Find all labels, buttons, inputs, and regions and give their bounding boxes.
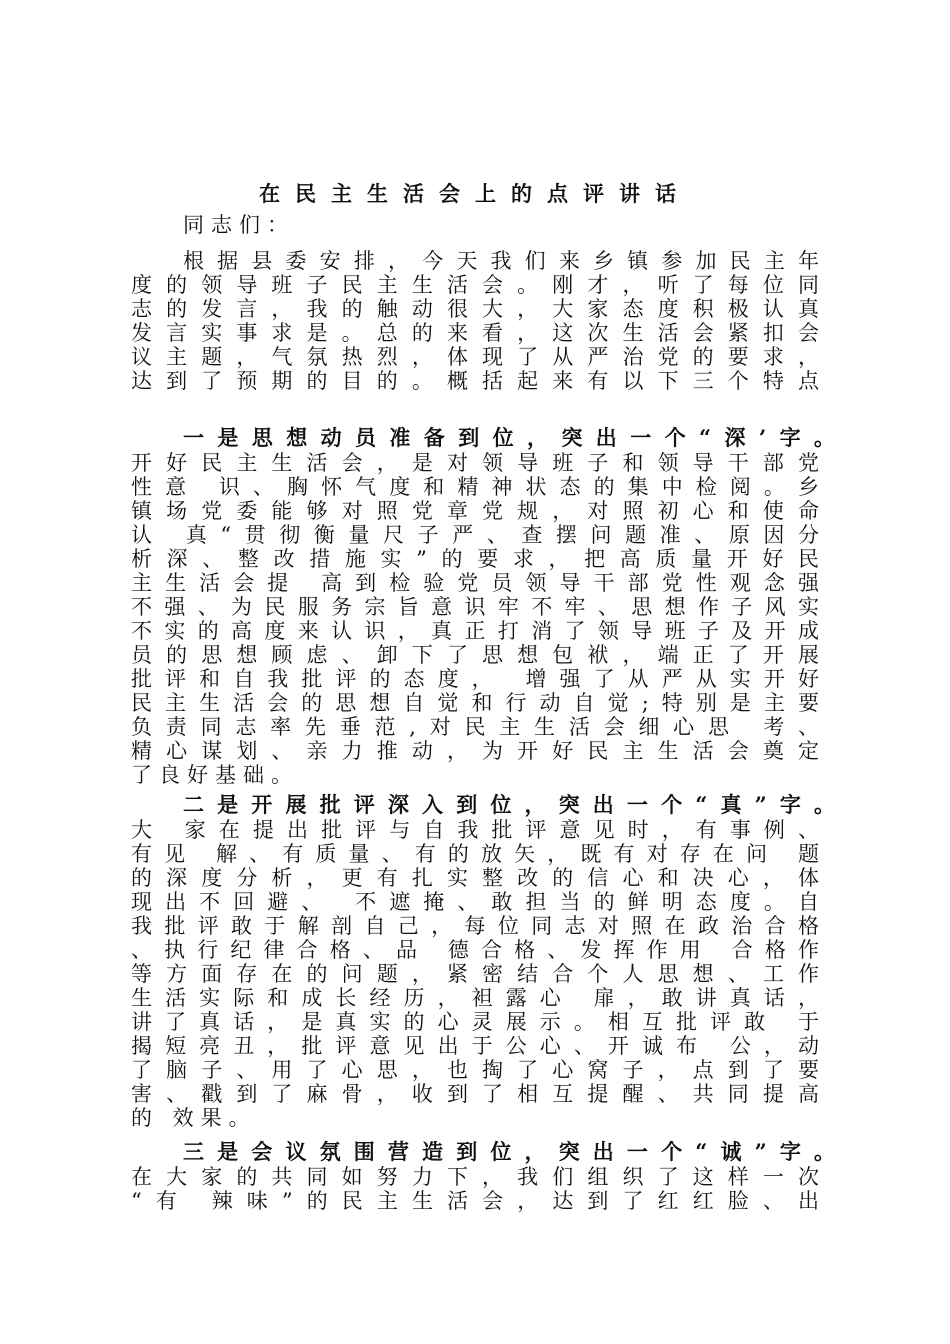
text-line: 志的发言，我的触动很大，大家态度积极认真 xyxy=(131,297,819,321)
text-line: 的 效果。 xyxy=(131,1106,257,1130)
text-line: 现出不回避、 不遮掩、敢担当的鲜明态度。自 xyxy=(131,890,819,914)
text-line: 不强、为民服务宗旨意识牢不牢、思想作子风实 xyxy=(131,595,819,619)
text-line: 认 真“贯彻衡量尺子严、查摆问题准、原因分 xyxy=(131,523,819,547)
text-line: 根据县委安排，今天我们来乡镇参加民主年 xyxy=(183,249,819,273)
text-line: 了良好基础。 xyxy=(131,763,299,787)
text-line: 等方面存在的问题，紧密结合个人思想、工作 xyxy=(131,962,819,986)
text-line: 负责同志率先垂范,对民主生活会细心思 考、 xyxy=(131,715,819,739)
text-line: 讲了真话，是真实的心灵展示。相互批评敢 于 xyxy=(131,1010,819,1034)
text-line: 我批评敢于解剖自己，每位同志对照在政治合格 xyxy=(131,914,819,938)
text-line: 精心谋划、亲力推动，为开好民主生活会奠定 xyxy=(131,739,819,763)
text-line: 主生活会提 高到检验党员领导干部党性观念强 xyxy=(131,571,819,595)
text-line: 性意 识、胸怀气度和精神状态的集中检阅。乡 xyxy=(131,475,819,499)
text-line: 的深度分析，更有扎实整改的信心和决心，体 xyxy=(131,866,819,890)
text-line: 了脑子、用了心思，也掏了心窝子，点到了要 xyxy=(131,1058,819,1082)
text-line: 员的思想顾虑、卸下了思想包袱，端正了开展 xyxy=(131,643,819,667)
text-line: 民主生活会的思想自觉和行动自觉;特别是主要 xyxy=(131,691,819,715)
text-line: 大 家在提出批评与自我批评意见时，有事例、 xyxy=(131,818,819,842)
text-line: 批评和自我批评的态度， 增强了从严从实开好 xyxy=(131,667,819,691)
page-title: 在民主生活会上的点评讲话 xyxy=(259,181,691,206)
text-line: 析深、整改措施实”的要求，把高质量开好民 xyxy=(131,547,819,571)
text-line: 开好民主生活会，是对领导班子和领导干部党 xyxy=(131,451,819,475)
section-heading-3: 三是会议氛围营造到位，突出一个“诚”字。 xyxy=(183,1140,835,1164)
text-line: 、执行纪律合格、品 德合格、发挥作用 合格作 xyxy=(131,938,819,962)
text-line: 度的领导班子民主生活会。刚才，听了每位同 xyxy=(131,273,819,297)
text-line: 不实的高度来认识，真正打消了领导班子及开成 xyxy=(131,619,819,643)
text-line: “有 辣味”的民主生活会，达到了红红脸、出 xyxy=(131,1189,819,1213)
text-line: 揭短亮丑，批评意见出于公心、开诚布 公，动 xyxy=(131,1034,819,1058)
section-heading-2: 二是开展批评深入到位，突出一个“真”字。 xyxy=(183,793,835,817)
text-line: 害、戳到了麻骨，收到了相互提醒、共同提高 xyxy=(131,1082,819,1106)
section-heading-1: 一是思想动员准备到位，突出一个“深’字。 xyxy=(183,426,835,450)
text-line: 在大家的共同如努力下，我们组织了这样一次 xyxy=(131,1165,819,1189)
text-line: 有见 解、有质量、有的放矢，既有对存在问 题 xyxy=(131,842,819,866)
text-line: 发言实事求是。总的来看，这次生活会紧扣会 xyxy=(131,321,819,345)
text-line: 达到了预期的目的。概括起来有以下三个特点 xyxy=(131,369,819,393)
text-line: 镇场党委能够对照党章党规，对照初心和使命 xyxy=(131,499,819,523)
text-line: 生活实际和成长经历，袒露心 扉，敢讲真话， xyxy=(131,986,819,1010)
greeting: 同志们： xyxy=(183,213,295,237)
text-line: 议主题，气氛热烈，体现了从严治党的要求， xyxy=(131,345,819,369)
